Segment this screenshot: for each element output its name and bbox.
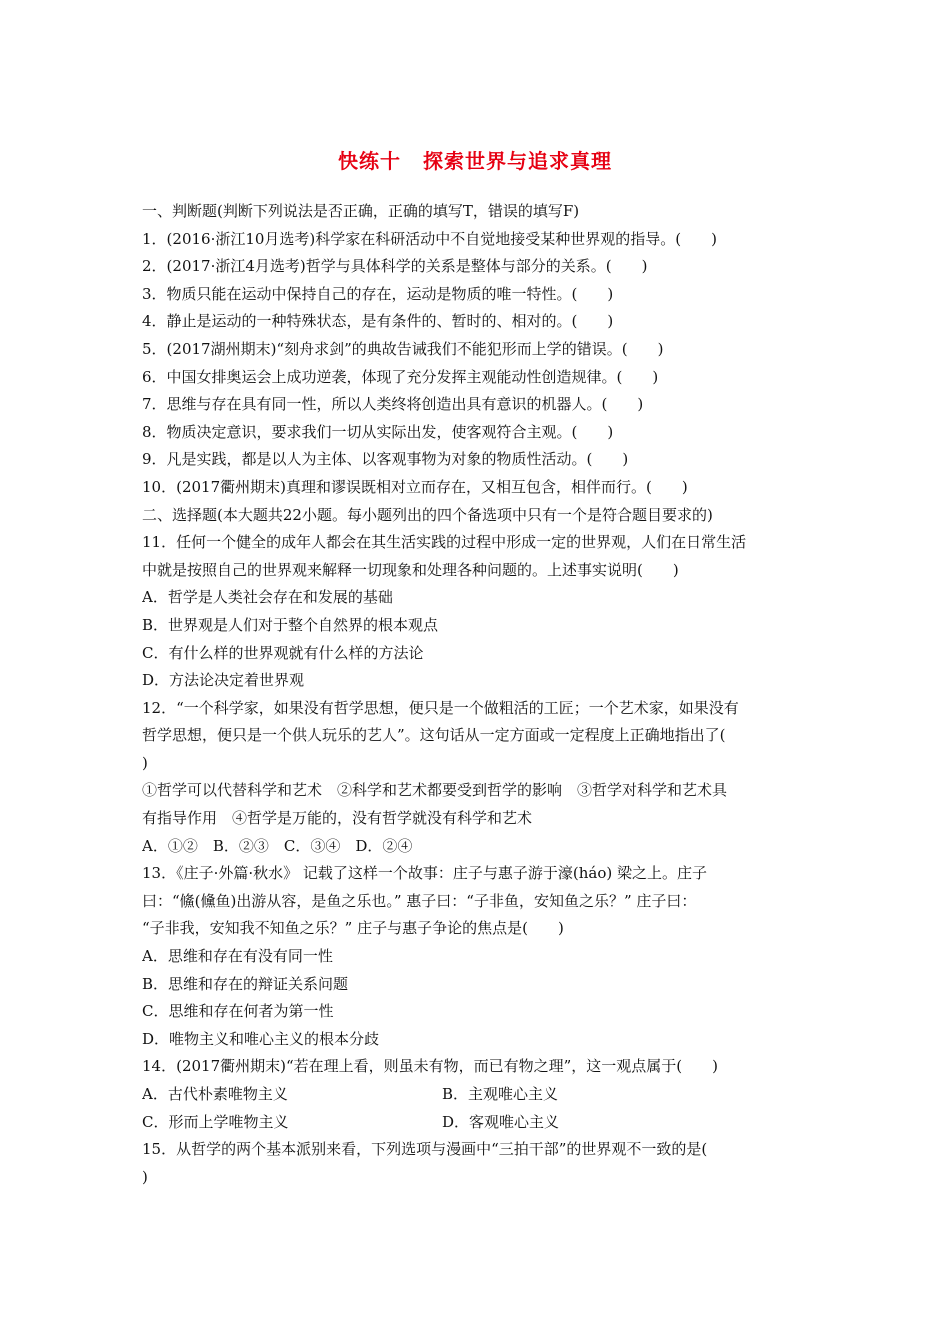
option-d: D．客观唯心主义 <box>442 1112 560 1131</box>
question-line: 3．物质只能在运动中保持自己的存在，运动是物质的唯一特性。( ) <box>142 284 614 303</box>
question-line: ①哲学可以代替科学和艺术 ②科学和艺术都要受到哲学的影响 ③哲学对科学和艺术具 <box>142 781 728 800</box>
question-line: 4．静止是运动的一种特殊状态，是有条件的、暂时的、相对的。( ) <box>142 312 614 331</box>
title-right: 探索世界与追求真理 <box>423 149 612 173</box>
option-line: B．世界观是人们对于整个自然界的根本观点 <box>142 615 439 634</box>
question-line: 6．中国女排奥运会上成功逆袭，体现了充分发挥主观能动性创造规律。( ) <box>142 367 659 386</box>
question-line: 9．凡是实践，都是以人为主体、以客观事物为对象的物质性活动。( ) <box>142 450 629 469</box>
option-line: D．方法论决定着世界观 <box>142 671 305 690</box>
section-heading-choice: 二、选择题(本大题共22小题。每小题列出的四个备选项中只有一个是符合题目要求的) <box>142 505 713 524</box>
option-line: C．有什么样的世界观就有什么样的方法论 <box>142 643 424 662</box>
option-row <box>142 1081 814 1109</box>
question-line: 曰：“鯈(儵鱼)出游从容，是鱼之乐也。” 惠子曰：“子非鱼，安知鱼之乐？” 庄子曰： <box>142 891 697 910</box>
question-line: 1．(2016·浙江10月选考)科学家在科研活动中不自觉地接受某种世界观的指导。( ) <box>142 229 717 248</box>
page-title <box>0 145 950 174</box>
option-line: A．①② B．②③ C．③④ D．②④ <box>142 836 413 855</box>
question-line: 2．(2017·浙江4月选考)哲学与具体科学的关系是整体与部分的关系。( ) <box>142 257 648 276</box>
option-c: C．形而上学唯物主义 <box>142 1112 289 1131</box>
question-line: ) <box>142 1167 148 1186</box>
option-line: B．思维和存在的辩证关系问题 <box>142 974 349 993</box>
question-line: 14．(2017衢州期末)“若在理上看，则虽未有物，而已有物之理”，这一观点属于( ) <box>142 1057 719 1076</box>
question-line: ) <box>142 753 148 772</box>
question-line: 10．(2017衢州期末)真理和谬误既相对立而存在，又相互包含，相伴而行。( ) <box>142 477 688 496</box>
question-line: 有指导作用 ④哲学是万能的，没有哲学就没有科学和艺术 <box>142 809 533 828</box>
question-line: 13．《庄子·外篇·秋水》 记载了这样一个故事：庄子与惠子游于濠(háo) 梁之上。庄子 <box>142 864 708 883</box>
option-b: B．主观唯心主义 <box>442 1085 559 1103</box>
title-left: 快练十 <box>338 149 401 173</box>
question-line: 12．“一个科学家，如果没有哲学思想，便只是一个做粗活的工匠；一个艺术家，如果没有 <box>142 698 739 717</box>
option-a: A．古代朴素唯物主义 <box>142 1085 288 1103</box>
question-line: 8．物质决定意识，要求我们一切从实际出发，使客观符合主观。( ) <box>142 422 614 441</box>
section-heading-judgement: 一、判断题(判断下列说法是否正确，正确的填写T，错误的填写F) <box>142 202 580 220</box>
question-line: 11．任何一个健全的成年人都会在其生活实践的过程中形成一定的世界观，人们在日常生活 <box>142 533 747 552</box>
option-line: C．思维和存在何者为第一性 <box>142 1002 334 1021</box>
question-line: 15．从哲学的两个基本派别来看，下列选项与漫画中“三拍干部”的世界观不一致的是( <box>142 1140 708 1159</box>
option-line: A．哲学是人类社会存在和发展的基础 <box>142 588 393 607</box>
question-line: 5．(2017湖州期末)“刻舟求剑”的典故告诫我们不能犯形而上学的错误。( ) <box>142 339 664 358</box>
option-line: A．思维和存在有没有同一性 <box>142 947 333 966</box>
question-line: “子非我，安知我不知鱼之乐？” 庄子与惠子争论的焦点是( ) <box>142 919 564 938</box>
option-line: D．唯物主义和唯心主义的根本分歧 <box>142 1029 380 1048</box>
document-body <box>142 198 814 1191</box>
question-line: 哲学思想，便只是一个供人玩乐的艺人”。这句话从一定方面或一定程度上正确地指出了( <box>142 726 726 745</box>
option-row <box>142 1109 814 1137</box>
question-line: 7．思维与存在具有同一性，所以人类终将创造出具有意识的机器人。( ) <box>142 395 644 414</box>
question-line: 中就是按照自己的世界观来解释一切现象和处理各种问题的。上述事实说明( ) <box>142 560 679 579</box>
